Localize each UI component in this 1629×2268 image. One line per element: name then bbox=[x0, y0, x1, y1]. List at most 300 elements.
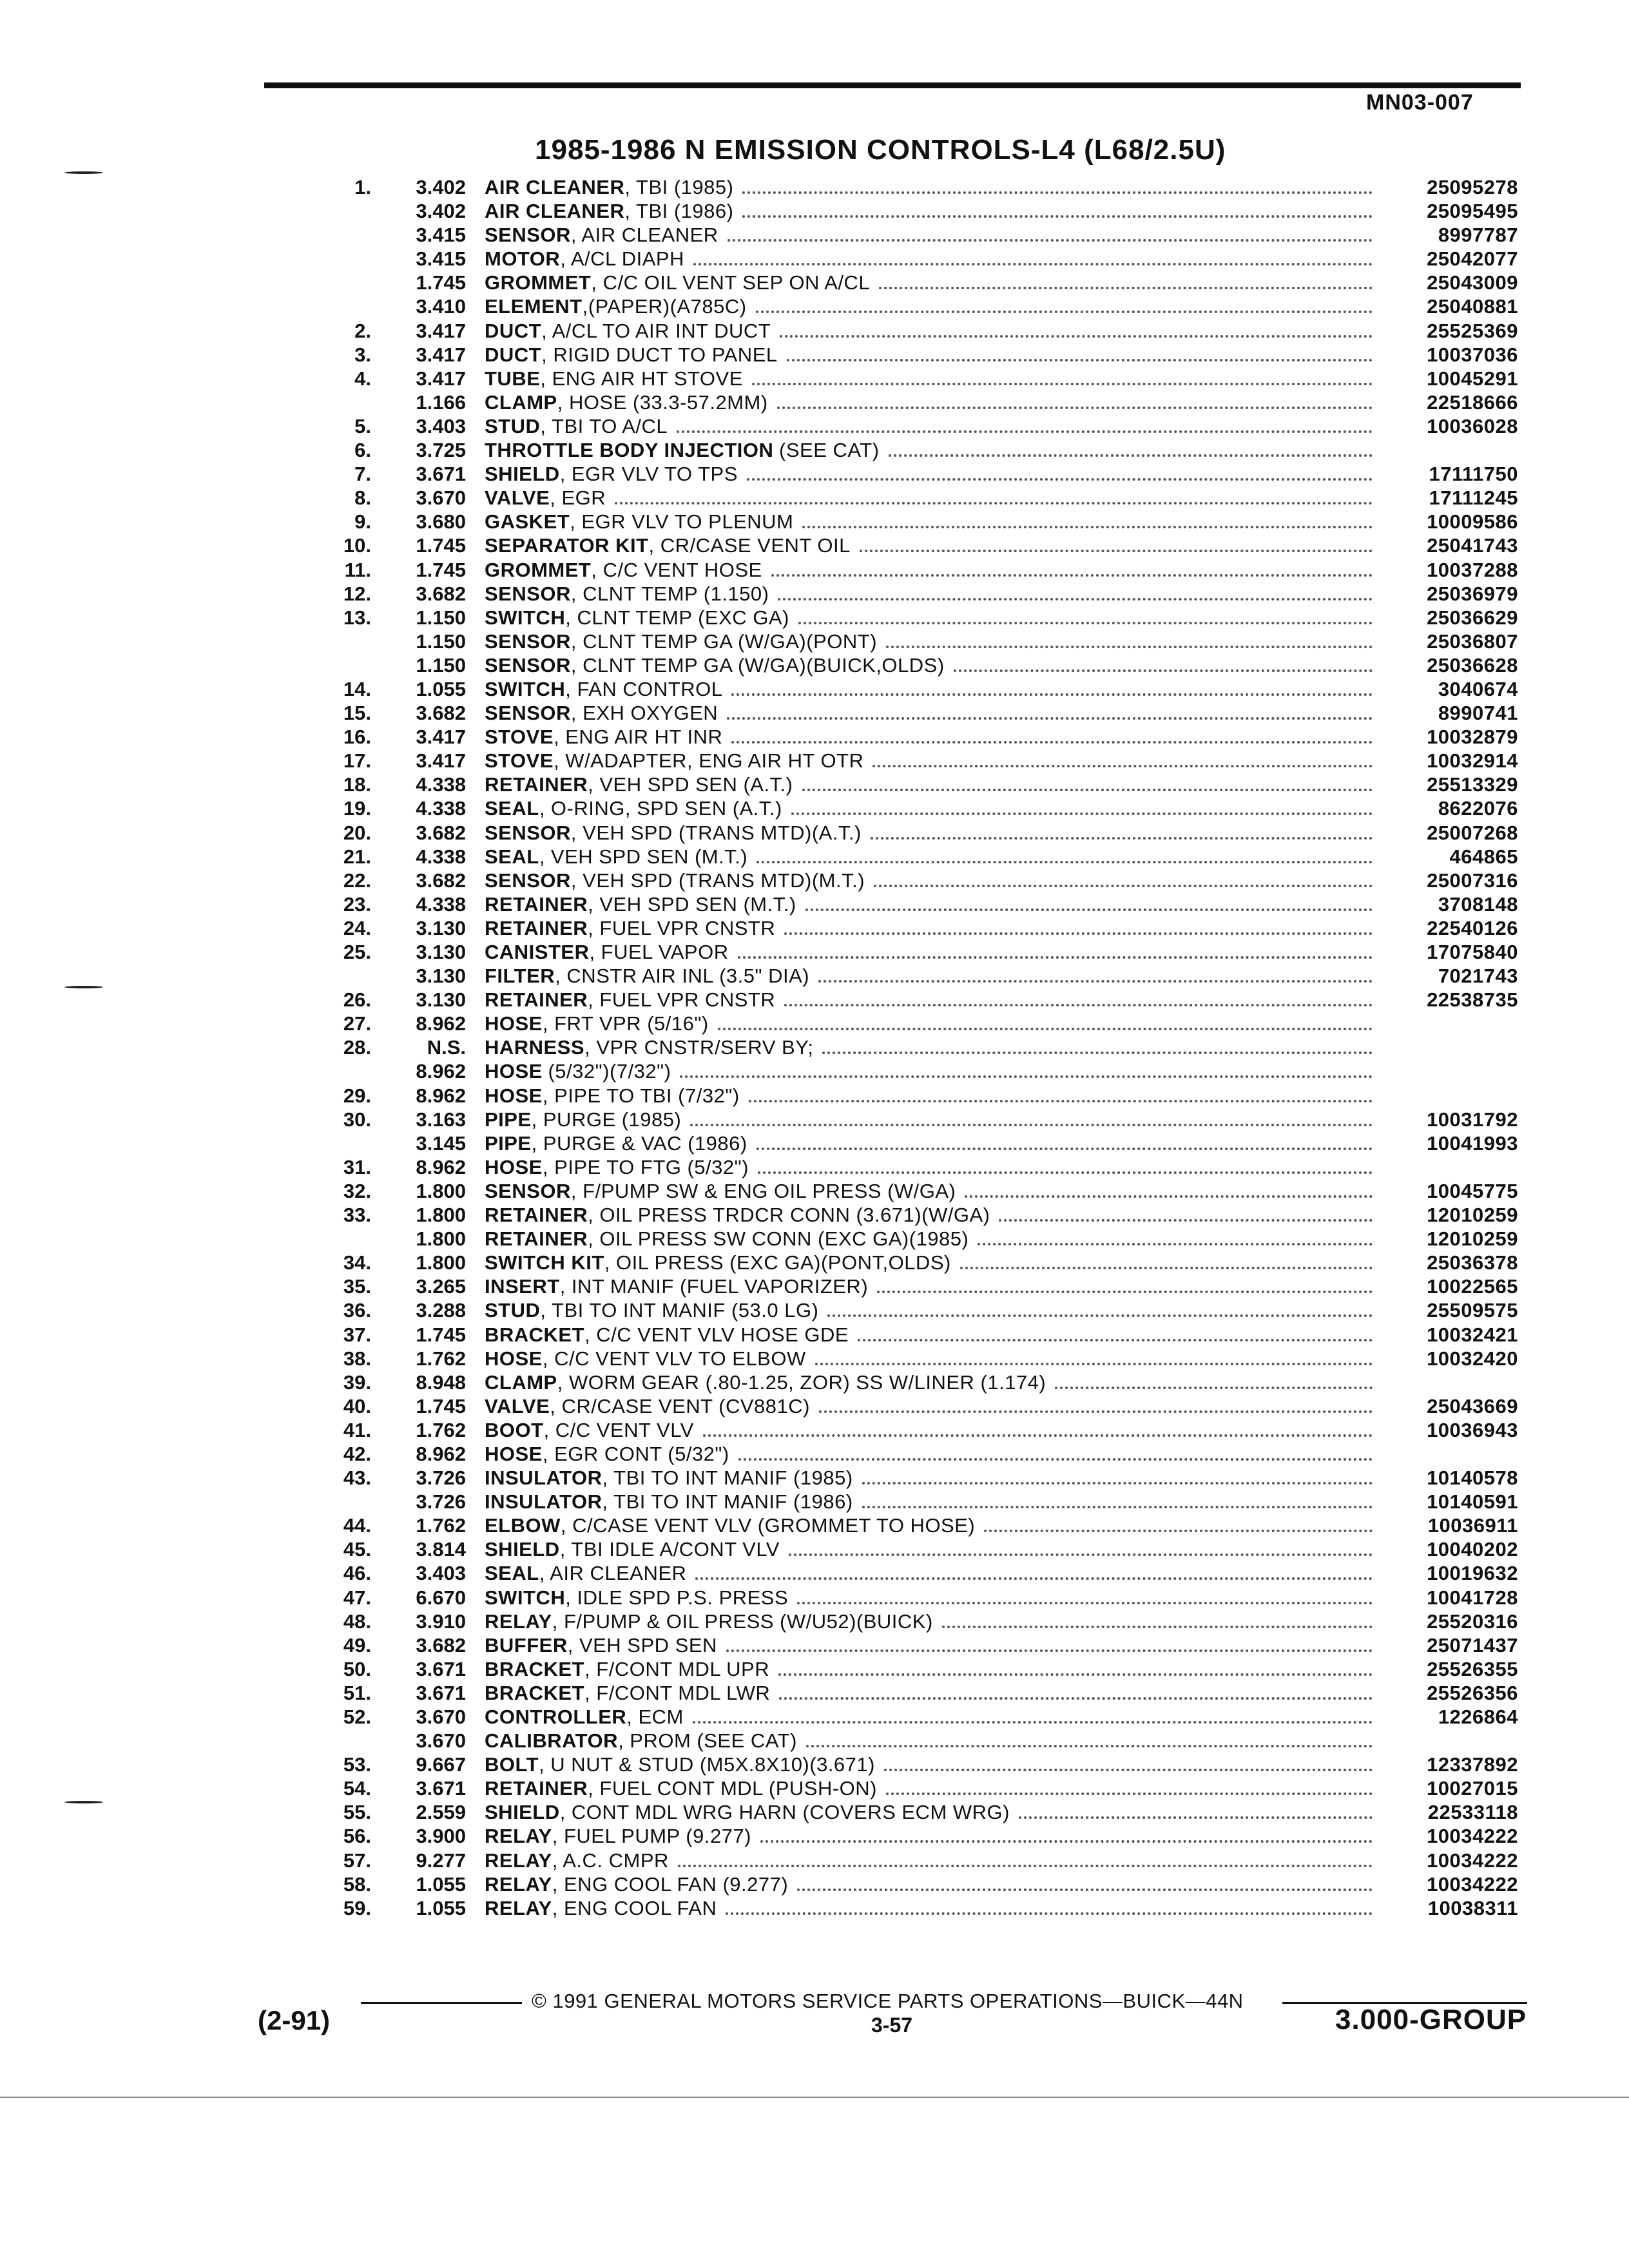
part-number: 10031792 bbox=[1427, 1108, 1518, 1131]
group-number: 3.402 bbox=[416, 200, 466, 223]
dot-leader bbox=[884, 1769, 1373, 1771]
part-detail: , CLNT TEMP (EXC GA) bbox=[565, 606, 789, 629]
ref-number: 3. bbox=[354, 343, 371, 366]
part-detail: , ENG COOL FAN bbox=[552, 1896, 717, 1919]
part-description bbox=[485, 1776, 1373, 1800]
part-description bbox=[485, 1537, 1373, 1561]
part-name: GROMMET bbox=[485, 271, 592, 294]
part-number: 3708148 bbox=[1438, 892, 1518, 916]
dot-leader bbox=[942, 1626, 1373, 1628]
group-number: 3.417 bbox=[416, 749, 466, 773]
table-row bbox=[0, 1586, 1629, 1610]
part-number: 22540126 bbox=[1427, 916, 1518, 939]
table-row bbox=[0, 486, 1629, 510]
group-number: 9.277 bbox=[416, 1849, 466, 1872]
part-name: HOSE bbox=[485, 1012, 543, 1035]
part-detail: , VEH SPD SEN (M.T.) bbox=[539, 845, 748, 868]
part-name: SENSOR bbox=[485, 653, 571, 677]
dot-leader bbox=[777, 407, 1373, 409]
dot-leader bbox=[757, 861, 1373, 863]
part-detail: , TBI TO INT MANIF (1985) bbox=[602, 1466, 853, 1490]
dot-leader bbox=[789, 1553, 1373, 1556]
part-description bbox=[485, 175, 1373, 199]
part-name: DUCT bbox=[485, 343, 542, 366]
part-number: 25525369 bbox=[1427, 319, 1518, 342]
ref-number: 30. bbox=[343, 1108, 371, 1131]
part-description bbox=[485, 1084, 1373, 1108]
part-number: 10041993 bbox=[1427, 1131, 1518, 1155]
dot-leader bbox=[815, 1363, 1373, 1365]
part-description bbox=[485, 1466, 1373, 1490]
ref-number: 58. bbox=[343, 1872, 371, 1896]
part-name: PIPE bbox=[485, 1131, 532, 1155]
part-name: PIPE bbox=[485, 1108, 532, 1131]
part-description bbox=[485, 486, 1373, 510]
part-description bbox=[485, 1561, 1373, 1585]
part-number: 10037036 bbox=[1427, 343, 1518, 366]
part-detail: , CLNT TEMP GA (W/GA)(PONT) bbox=[570, 629, 878, 653]
footer-rule-left bbox=[361, 2002, 522, 2004]
group-number: 3.670 bbox=[416, 1706, 466, 1728]
part-description bbox=[485, 510, 1373, 533]
part-description bbox=[485, 749, 1373, 773]
part-number: 10019632 bbox=[1427, 1562, 1518, 1585]
part-description bbox=[485, 821, 1373, 845]
ref-number: 40. bbox=[343, 1394, 371, 1418]
part-number: 12010259 bbox=[1427, 1204, 1518, 1227]
dot-leader bbox=[780, 335, 1373, 338]
dot-leader bbox=[889, 454, 1373, 457]
part-detail: , PURGE (1985) bbox=[531, 1108, 682, 1131]
dot-leader bbox=[874, 885, 1373, 887]
part-description bbox=[485, 1514, 1373, 1537]
part-number: 8622076 bbox=[1438, 797, 1518, 820]
part-description bbox=[485, 892, 1373, 916]
ref-number: 51. bbox=[343, 1681, 371, 1704]
table-row bbox=[0, 175, 1629, 199]
table-row bbox=[0, 1776, 1629, 1800]
table-row bbox=[0, 1896, 1629, 1920]
group-number: 3.265 bbox=[416, 1275, 466, 1298]
table-row bbox=[0, 533, 1629, 557]
dot-leader bbox=[798, 622, 1373, 624]
dot-leader bbox=[787, 359, 1373, 361]
group-number: 8.962 bbox=[416, 1012, 466, 1035]
part-name: AIR CLEANER bbox=[485, 176, 625, 198]
group-number: 3.130 bbox=[416, 988, 466, 1012]
group-number: 4.338 bbox=[416, 892, 466, 916]
group-number: 1.745 bbox=[416, 1323, 466, 1346]
part-description bbox=[485, 1633, 1373, 1657]
ref-number: 33. bbox=[343, 1204, 371, 1227]
part-detail: , VPR CNSTR/SERV BY; bbox=[584, 1036, 814, 1059]
part-description bbox=[485, 629, 1373, 653]
part-description bbox=[485, 247, 1373, 271]
ref-number: 31. bbox=[343, 1155, 371, 1178]
dot-leader bbox=[738, 1458, 1373, 1461]
ref-number: 37. bbox=[343, 1323, 371, 1346]
part-name: BOOT bbox=[485, 1418, 544, 1441]
group-number: 8.962 bbox=[416, 1060, 466, 1083]
dot-leader bbox=[758, 1171, 1373, 1174]
dot-leader bbox=[802, 526, 1373, 528]
part-name: RETAINER bbox=[485, 988, 588, 1012]
parts-list bbox=[0, 175, 1629, 1920]
table-row bbox=[0, 916, 1629, 940]
part-description bbox=[485, 1035, 1373, 1059]
dot-leader bbox=[877, 1291, 1373, 1293]
ref-number: 52. bbox=[343, 1706, 371, 1728]
part-detail: (5/32")(7/32") bbox=[548, 1060, 671, 1083]
dot-leader bbox=[822, 1052, 1373, 1054]
part-name: SENSOR bbox=[485, 869, 571, 892]
part-detail: , A/CL DIAPH bbox=[560, 247, 684, 271]
part-detail: , FUEL PUMP (9.277) bbox=[552, 1825, 751, 1848]
part-detail: ,(PAPER)(A785C) bbox=[582, 295, 747, 318]
part-description bbox=[485, 319, 1373, 343]
ref-number: 36. bbox=[343, 1299, 371, 1322]
ref-number: 50. bbox=[343, 1657, 371, 1680]
part-name: THROTTLE BODY INJECTION bbox=[485, 439, 774, 462]
table-row bbox=[0, 1824, 1629, 1848]
part-number: 25036378 bbox=[1427, 1251, 1518, 1274]
part-number: 22533118 bbox=[1427, 1801, 1518, 1824]
part-detail: , FUEL VPR CNSTR bbox=[588, 916, 776, 939]
table-row bbox=[0, 414, 1629, 438]
table-row bbox=[0, 701, 1629, 725]
part-name: SEPARATOR KIT bbox=[485, 534, 649, 557]
part-description bbox=[485, 606, 1373, 629]
group-number: 1.745 bbox=[416, 1394, 466, 1418]
part-description bbox=[485, 1274, 1373, 1298]
part-number: 25095495 bbox=[1427, 200, 1518, 223]
part-detail: , VEH SPD SEN (M.T.) bbox=[588, 892, 796, 916]
part-detail: , FUEL VAPOR bbox=[589, 941, 729, 963]
part-detail: , TBI TO A/CL bbox=[540, 414, 668, 437]
part-name: INSULATOR bbox=[485, 1466, 602, 1490]
part-detail: (SEE CAT) bbox=[779, 439, 880, 462]
group-number: 3.682 bbox=[416, 702, 466, 725]
part-number: 10037288 bbox=[1427, 558, 1518, 581]
part-name: BUFFER bbox=[485, 1633, 568, 1657]
ref-number: 25. bbox=[343, 941, 371, 963]
table-row bbox=[0, 1633, 1629, 1657]
part-number: 25036979 bbox=[1427, 582, 1518, 605]
part-description bbox=[485, 1347, 1373, 1370]
part-detail: , OIL PRESS SW CONN (EXC GA)(1985) bbox=[588, 1227, 969, 1251]
table-row bbox=[0, 1131, 1629, 1155]
ref-number: 12. bbox=[343, 582, 371, 605]
group-number: 1.150 bbox=[416, 653, 466, 677]
group-number: 1.055 bbox=[416, 677, 466, 700]
group-number: 4.338 bbox=[416, 845, 466, 868]
group-number: 3.726 bbox=[416, 1466, 466, 1490]
dot-leader bbox=[718, 1028, 1373, 1030]
table-row bbox=[0, 1537, 1629, 1561]
table-row bbox=[0, 892, 1629, 916]
part-name: HOSE bbox=[485, 1060, 543, 1083]
ref-number: 24. bbox=[343, 916, 371, 939]
dot-leader bbox=[749, 1100, 1373, 1102]
group-number: 3.671 bbox=[416, 463, 466, 486]
ref-number: 8. bbox=[354, 486, 371, 510]
part-description bbox=[485, 1610, 1373, 1633]
table-row bbox=[0, 1729, 1629, 1753]
dot-leader bbox=[752, 383, 1373, 385]
part-name: RETAINER bbox=[485, 1227, 588, 1251]
part-name: ELEMENT bbox=[485, 295, 583, 318]
group-number: 3.415 bbox=[416, 224, 466, 247]
part-name: SEAL bbox=[485, 1562, 539, 1585]
part-number: 10032420 bbox=[1427, 1347, 1518, 1370]
table-row bbox=[0, 294, 1629, 318]
part-detail: , C/C VENT VLV TO ELBOW bbox=[542, 1347, 806, 1370]
table-row bbox=[0, 677, 1629, 701]
group-number: 1.800 bbox=[416, 1227, 466, 1251]
part-name: CLAMP bbox=[485, 390, 557, 414]
part-number: 7021743 bbox=[1438, 965, 1518, 988]
part-description bbox=[485, 1251, 1373, 1274]
part-number: 8997787 bbox=[1438, 224, 1518, 247]
scan-hole-mark bbox=[64, 171, 103, 174]
part-description bbox=[485, 1896, 1373, 1920]
part-number: 8990741 bbox=[1438, 702, 1518, 725]
group-number: 3.417 bbox=[416, 343, 466, 366]
table-row bbox=[0, 1657, 1629, 1681]
part-description bbox=[485, 462, 1373, 486]
part-number: 25513329 bbox=[1427, 773, 1518, 796]
part-description bbox=[485, 1323, 1373, 1347]
part-detail: , CNSTR AIR INL (3.5" DIA) bbox=[555, 965, 810, 988]
table-row bbox=[0, 653, 1629, 677]
part-name: INSERT bbox=[485, 1275, 560, 1298]
table-row bbox=[0, 390, 1629, 414]
group-number: 1.800 bbox=[416, 1179, 466, 1202]
part-name: HARNESS bbox=[485, 1036, 585, 1059]
part-detail: , PIPE TO FTG (5/32") bbox=[542, 1155, 749, 1178]
dot-leader bbox=[872, 765, 1373, 767]
table-row bbox=[0, 1323, 1629, 1347]
part-number: 10009586 bbox=[1427, 510, 1518, 533]
ref-number: 54. bbox=[343, 1777, 371, 1800]
part-name: SHIELD bbox=[485, 463, 560, 486]
part-detail: , VEH SPD (TRANS MTD)(A.T.) bbox=[570, 821, 862, 844]
dot-leader bbox=[797, 1888, 1373, 1891]
part-number: 17075840 bbox=[1427, 941, 1518, 963]
group-number: 1.745 bbox=[416, 271, 466, 294]
table-row bbox=[0, 725, 1629, 749]
part-name: RELAY bbox=[485, 1825, 552, 1848]
group-number: 3.415 bbox=[416, 247, 466, 271]
part-detail: , A.C. CMPR bbox=[552, 1849, 669, 1872]
group-number: 3.671 bbox=[416, 1657, 466, 1680]
table-row bbox=[0, 510, 1629, 533]
scan-hole-mark bbox=[64, 1801, 103, 1803]
group-number: 3.682 bbox=[416, 821, 466, 844]
part-number: 10045291 bbox=[1427, 367, 1518, 390]
group-number: 3.900 bbox=[416, 1825, 466, 1848]
part-number: 10034222 bbox=[1427, 1849, 1518, 1872]
part-description bbox=[485, 701, 1373, 725]
ref-number: 55. bbox=[343, 1801, 371, 1824]
ref-number: 5. bbox=[354, 414, 371, 437]
part-name: INSULATOR bbox=[485, 1490, 602, 1514]
ref-number: 47. bbox=[343, 1586, 371, 1609]
table-row bbox=[0, 558, 1629, 582]
part-number: 10038311 bbox=[1427, 1896, 1518, 1919]
dot-leader bbox=[984, 1530, 1373, 1532]
part-name: BRACKET bbox=[485, 1681, 585, 1704]
part-number: 25036628 bbox=[1427, 653, 1518, 677]
dot-leader bbox=[871, 837, 1373, 840]
ref-number: 57. bbox=[343, 1849, 371, 1872]
part-detail: , C/CASE VENT VLV (GROMMET TO HOSE) bbox=[560, 1514, 976, 1537]
table-row bbox=[0, 1370, 1629, 1394]
part-description bbox=[485, 1394, 1373, 1418]
dot-leader bbox=[727, 717, 1373, 720]
table-row bbox=[0, 223, 1629, 247]
ref-number: 35. bbox=[343, 1275, 371, 1298]
group-number: 1.762 bbox=[416, 1514, 466, 1537]
ref-number: 26. bbox=[343, 988, 371, 1012]
ref-number: 7. bbox=[354, 463, 371, 486]
part-detail: , ENG COOL FAN (9.277) bbox=[552, 1872, 789, 1896]
part-number: 10027015 bbox=[1427, 1777, 1518, 1800]
part-detail: , C/C VENT VLV bbox=[543, 1418, 694, 1441]
part-detail: , TBI TO INT MANIF (53.0 LG) bbox=[540, 1299, 819, 1322]
part-number: 10036911 bbox=[1427, 1514, 1518, 1537]
part-number: 22518666 bbox=[1427, 390, 1518, 414]
part-name: VALVE bbox=[485, 1394, 550, 1418]
group-number: 3.417 bbox=[416, 319, 466, 342]
ref-number: 32. bbox=[343, 1179, 371, 1202]
group-number: 3.417 bbox=[416, 726, 466, 749]
part-number: 25043009 bbox=[1427, 271, 1518, 294]
part-description bbox=[485, 1824, 1373, 1848]
dot-leader bbox=[693, 263, 1373, 265]
ref-number: 59. bbox=[343, 1896, 371, 1919]
table-row bbox=[0, 1442, 1629, 1466]
part-number: 10032879 bbox=[1427, 726, 1518, 749]
group-number: 1.150 bbox=[416, 629, 466, 653]
table-row bbox=[0, 606, 1629, 629]
dot-leader bbox=[791, 812, 1373, 815]
group-number: 3.403 bbox=[416, 414, 466, 437]
dot-leader bbox=[760, 1840, 1373, 1843]
part-detail: , F/CONT MDL UPR bbox=[584, 1657, 770, 1680]
dot-leader bbox=[860, 550, 1373, 552]
part-detail: , PURGE & VAC (1986) bbox=[531, 1131, 747, 1155]
table-row bbox=[0, 1800, 1629, 1824]
part-description bbox=[485, 1729, 1373, 1753]
part-number: 10140578 bbox=[1427, 1466, 1518, 1490]
ref-number: 44. bbox=[343, 1514, 371, 1537]
ref-number: 18. bbox=[343, 773, 371, 796]
part-detail: , FUEL VPR CNSTR bbox=[588, 988, 776, 1012]
part-name: SENSOR bbox=[485, 1179, 571, 1202]
part-description bbox=[485, 414, 1373, 438]
dot-leader bbox=[999, 1219, 1373, 1222]
part-number: 10140591 bbox=[1427, 1490, 1518, 1514]
part-detail: , U NUT & STUD (M5X.8X10)(3.671) bbox=[539, 1753, 875, 1776]
part-description bbox=[485, 653, 1373, 677]
ref-number: 48. bbox=[343, 1610, 371, 1633]
part-number: 1226864 bbox=[1438, 1706, 1518, 1728]
part-detail: , PIPE TO TBI (7/32") bbox=[542, 1084, 740, 1107]
dot-leader bbox=[802, 789, 1373, 791]
ref-number: 14. bbox=[343, 677, 371, 700]
ref-number: 4. bbox=[354, 367, 371, 390]
dot-leader bbox=[731, 741, 1373, 744]
ref-number: 42. bbox=[343, 1442, 371, 1465]
part-detail: , EXH OXYGEN bbox=[570, 702, 718, 725]
part-name: SENSOR bbox=[485, 582, 571, 605]
part-detail: , C/C VENT HOSE bbox=[591, 558, 762, 581]
group-number: 1.745 bbox=[416, 534, 466, 557]
table-row bbox=[0, 582, 1629, 606]
part-detail: , FAN CONTROL bbox=[565, 677, 723, 700]
part-detail: , ENG AIR HT STOVE bbox=[540, 367, 743, 390]
group-number: 1.150 bbox=[416, 606, 466, 629]
part-number: 10032914 bbox=[1427, 749, 1518, 773]
part-detail: , CR/CASE VENT OIL bbox=[648, 534, 851, 557]
part-number: 25526356 bbox=[1427, 1681, 1518, 1704]
dot-leader bbox=[680, 1075, 1373, 1078]
group-number: 3.670 bbox=[416, 1729, 466, 1753]
dot-leader bbox=[827, 1314, 1373, 1317]
group-number: 1.762 bbox=[416, 1347, 466, 1370]
part-name: HOSE bbox=[485, 1084, 543, 1107]
part-number: 25520316 bbox=[1427, 1610, 1518, 1633]
top-rule bbox=[264, 82, 1521, 88]
part-description bbox=[485, 869, 1373, 892]
ref-number: 56. bbox=[343, 1825, 371, 1848]
ref-number: 53. bbox=[343, 1753, 371, 1776]
part-number: 12010259 bbox=[1427, 1227, 1518, 1251]
group-number: 3.163 bbox=[416, 1108, 466, 1131]
table-row bbox=[0, 1561, 1629, 1585]
part-description bbox=[485, 533, 1373, 557]
ref-number: 6. bbox=[354, 439, 371, 462]
part-name: SWITCH KIT bbox=[485, 1251, 604, 1274]
dot-leader bbox=[818, 980, 1373, 983]
dot-leader bbox=[797, 1602, 1373, 1604]
dot-leader bbox=[965, 1195, 1373, 1198]
group-number: 3.682 bbox=[416, 869, 466, 892]
part-name: SEAL bbox=[485, 797, 539, 820]
part-detail: , CLNT TEMP (1.150) bbox=[570, 582, 769, 605]
part-detail: , AIR CLEANER bbox=[539, 1562, 687, 1585]
table-row bbox=[0, 749, 1629, 773]
part-name: CALIBRATOR bbox=[485, 1729, 619, 1753]
part-detail: , F/PUMP & OIL PRESS (W/U52)(BUICK) bbox=[552, 1610, 933, 1633]
table-row bbox=[0, 1084, 1629, 1108]
part-name: VALVE bbox=[485, 486, 550, 510]
group-number: 1.800 bbox=[416, 1251, 466, 1274]
part-number: 25040881 bbox=[1427, 295, 1518, 318]
part-description bbox=[485, 1155, 1373, 1179]
part-number: 22538735 bbox=[1427, 988, 1518, 1012]
part-description bbox=[485, 1012, 1373, 1035]
part-detail: , FUEL CONT MDL (PUSH-ON) bbox=[588, 1777, 877, 1800]
part-name: SWITCH bbox=[485, 606, 566, 629]
table-row bbox=[0, 796, 1629, 820]
part-description bbox=[485, 1681, 1373, 1705]
dot-leader bbox=[757, 1148, 1373, 1150]
part-description bbox=[485, 773, 1373, 796]
group-number: 3.680 bbox=[416, 510, 466, 533]
part-description bbox=[485, 582, 1373, 606]
